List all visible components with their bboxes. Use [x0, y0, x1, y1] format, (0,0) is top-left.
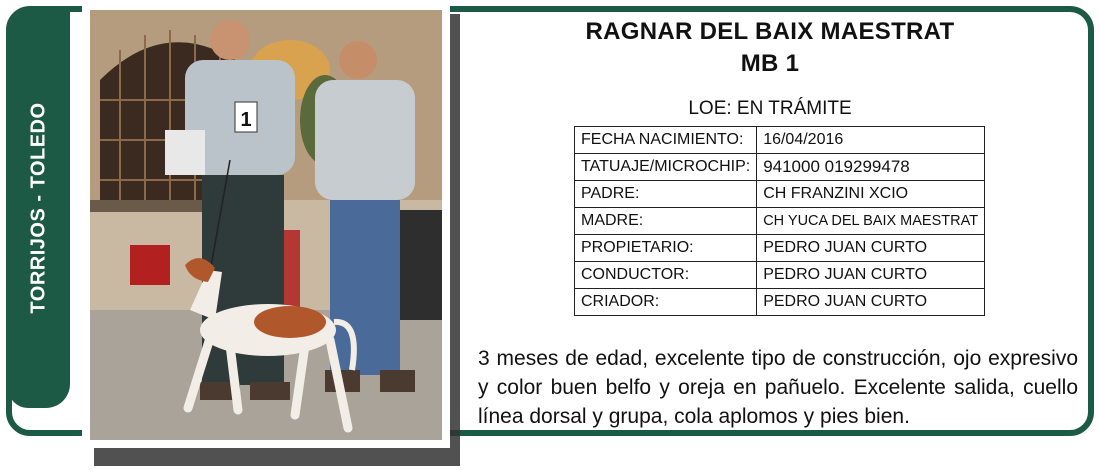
handler-number: 1: [240, 109, 252, 131]
row-value: CH YUCA DEL BAIX MAESTRAT: [757, 208, 985, 235]
row-value: 16/04/2016: [757, 127, 985, 154]
table-row: [575, 127, 985, 154]
row-label: CRIADOR:: [575, 289, 757, 316]
row-label: PROPIETARIO:: [575, 235, 757, 262]
judge-comment: 3 meses de edad, excelente tipo de construcción, ojo expresivo y color buen belfo y oreja en pañuelo. Excelente salida, cuello línea dorsal y grupa, cola aplomos y pies bien.: [478, 347, 1078, 428]
row-label: CONDUCTOR:: [575, 262, 757, 289]
details-table: [574, 126, 985, 316]
table-row: [575, 154, 985, 181]
row-value: 941000 019299478: [757, 154, 985, 181]
row-label: MADRE:: [575, 208, 757, 235]
row-value: CH FRANZINI XCIO: [757, 181, 985, 208]
row-label: TATUAJE/MICROCHIP:: [575, 154, 757, 181]
dog-name: RAGNAR DEL BAIX MAESTRAT: [585, 18, 955, 45]
row-label: PADRE:: [575, 181, 757, 208]
table-row: [575, 235, 985, 262]
loe-status: LOE: EN TRÁMITE: [688, 98, 852, 119]
table-row: [575, 262, 985, 289]
row-value: PEDRO JUAN CURTO: [757, 262, 985, 289]
grade: MB 1: [740, 50, 800, 77]
row-label: FECHA NACIMIENTO:: [575, 127, 757, 154]
dog-photo: [82, 4, 450, 448]
table-row: [575, 289, 985, 316]
location-label: TORRIJOS - TOLEDO: [27, 102, 50, 314]
row-value: PEDRO JUAN CURTO: [757, 235, 985, 262]
row-value: PEDRO JUAN CURTO: [757, 289, 985, 316]
table-row: [575, 208, 985, 235]
dog-show-photo: [90, 10, 442, 440]
table-row: [575, 181, 985, 208]
